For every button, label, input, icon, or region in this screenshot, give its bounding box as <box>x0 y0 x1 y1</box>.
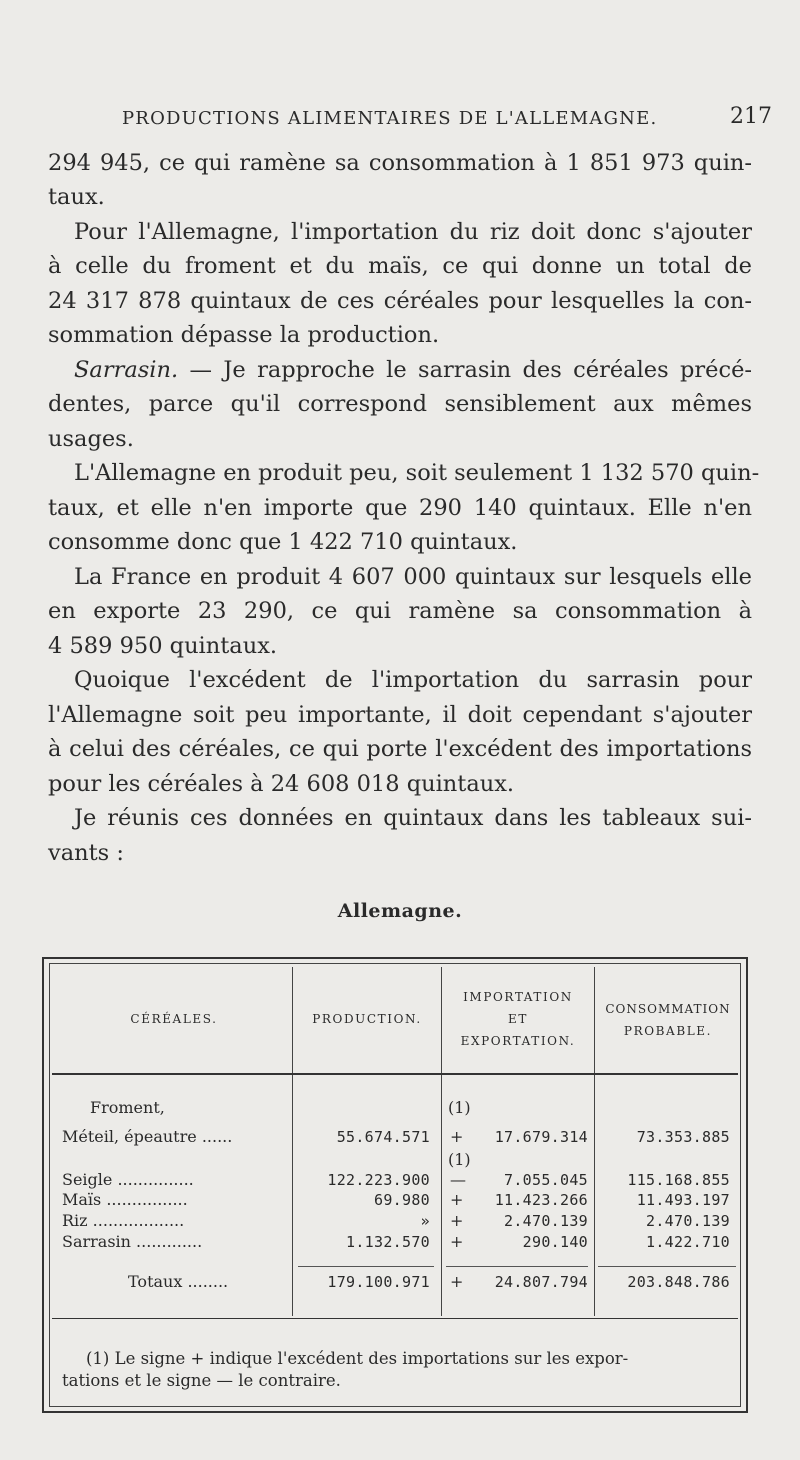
body-line: 4 589 950 quintaux. <box>48 633 278 659</box>
body-line: pour les céréales à 24 608 018 quintaux. <box>48 771 515 797</box>
header-probable: PROBABLE. <box>623 1024 713 1038</box>
footnote-line: (1) Le signe + indique l'excédent des importations sur les expor- <box>86 1349 629 1368</box>
body-line: L'Allemagne en produit peu, soit seulement 1 132 570 quin- <box>74 460 760 486</box>
consommation-value: 11.493.197 <box>636 1191 730 1209</box>
footnote-marker: (1) <box>448 1098 471 1117</box>
production-value: 122.223.900 <box>327 1171 430 1189</box>
footnote-marker: (1) <box>448 1150 471 1169</box>
body-line: La France en produit 4 607 000 quintaux sur lesquels elle <box>74 564 752 590</box>
row-label: Riz .................. <box>62 1211 185 1230</box>
header-rule <box>52 1073 738 1075</box>
import-value: 7.055.045 <box>504 1171 588 1189</box>
page-number: 217 <box>730 104 772 129</box>
header-exportation: EXPORTATION. <box>460 1034 576 1048</box>
body-line: 24 317 878 quintaux de ces céréales pour lesquelles la con- <box>48 288 752 314</box>
body-line: Je réunis ces données en quintaux dans les tableaux sui- <box>74 805 752 831</box>
row-label: Maïs ................ <box>62 1190 188 1209</box>
row-label: Seigle ............... <box>62 1170 194 1189</box>
column-divider <box>594 967 595 1316</box>
body-line: à celui des céréales, ce qui porte l'excédent des importations <box>48 736 752 762</box>
sign: — <box>450 1170 466 1189</box>
row-label: Sarrasin ............. <box>62 1232 203 1251</box>
sign: + <box>450 1211 464 1230</box>
header-consommation: CONSOMMATION <box>605 1002 731 1016</box>
consommation-value: 115.168.855 <box>627 1171 730 1189</box>
running-header <box>122 104 772 134</box>
totals-production: 179.100.971 <box>327 1273 430 1291</box>
consommation-value: 73.353.885 <box>636 1128 730 1146</box>
header-importation: IMPORTATION <box>463 990 573 1004</box>
header-production: PRODUCTION. <box>312 1012 422 1026</box>
body-line: 294 945, ce qui ramène sa consommation à 1 851 973 quin- <box>48 150 752 176</box>
column-divider <box>292 967 293 1316</box>
sign: + <box>450 1127 464 1146</box>
total-rule <box>598 1266 736 1267</box>
consommation-value: 2.470.139 <box>646 1212 730 1230</box>
running-title: PRODUCTIONS ALIMENTAIRES DE L'ALLEMAGNE. <box>122 108 658 129</box>
footnote-rule <box>52 1318 738 1319</box>
import-value: 11.423.266 <box>494 1191 588 1209</box>
sarrasin-text: — Je rapproche le sarrasin des céréales précé- <box>178 357 752 383</box>
body-line: usages. <box>48 426 134 452</box>
production-value: 55.674.571 <box>336 1128 430 1146</box>
total-rule <box>446 1266 588 1267</box>
body-line <box>48 357 752 383</box>
body-line: vants : <box>48 840 124 866</box>
body-line: Pour l'Allemagne, l'importation du riz doit donc s'ajouter <box>74 219 752 245</box>
production-value: 69.980 <box>374 1191 430 1209</box>
import-value: 290.140 <box>522 1233 588 1251</box>
sign: + <box>450 1190 464 1209</box>
body-line: à celle du froment et du maïs, ce qui donne un total de <box>48 253 752 279</box>
body-line: taux. <box>48 184 105 210</box>
consommation-value: 1.422.710 <box>646 1233 730 1251</box>
body-line: taux, et elle n'en importe que 290 140 quintaux. Elle n'en <box>48 495 752 521</box>
body-line: l'Allemagne soit peu importante, il doit cependant s'ajouter <box>48 702 752 728</box>
sign: + <box>450 1232 464 1251</box>
footnote-line: tations et le signe — le contraire. <box>62 1371 341 1390</box>
totals-import: 24.807.794 <box>494 1273 588 1291</box>
body-line: Quoique l'excédent de l'importation du sarrasin pour <box>74 667 752 693</box>
header-cereales: CÉRÉALES. <box>130 1012 218 1026</box>
total-rule <box>298 1266 434 1267</box>
import-value: 2.470.139 <box>504 1212 588 1230</box>
row-label: Méteil, épeautre ...... <box>62 1127 233 1146</box>
production-value: » <box>420 1212 430 1230</box>
sarrasin-heading: Sarrasin. <box>74 357 179 383</box>
body-line: dentes, parce qu'il correspond sensiblement aux mêmes <box>48 391 752 417</box>
production-value: 1.132.570 <box>346 1233 430 1251</box>
table-caption: Allemagne. <box>337 900 463 922</box>
import-value: 17.679.314 <box>494 1128 588 1146</box>
header-et: ET <box>508 1012 528 1026</box>
totals-label: Totaux ........ <box>128 1272 229 1291</box>
body-line: en exporte 23 290, ce qui ramène sa consommation à <box>48 598 752 624</box>
row-label: Froment, <box>90 1098 165 1117</box>
totals-consommation: 203.848.786 <box>627 1273 730 1291</box>
table-footnote <box>62 1348 734 1392</box>
totals-sign: + <box>450 1272 464 1291</box>
body-line: sommation dépasse la production. <box>48 322 440 348</box>
column-divider <box>441 967 442 1316</box>
body-line: consomme donc que 1 422 710 quintaux. <box>48 529 518 555</box>
